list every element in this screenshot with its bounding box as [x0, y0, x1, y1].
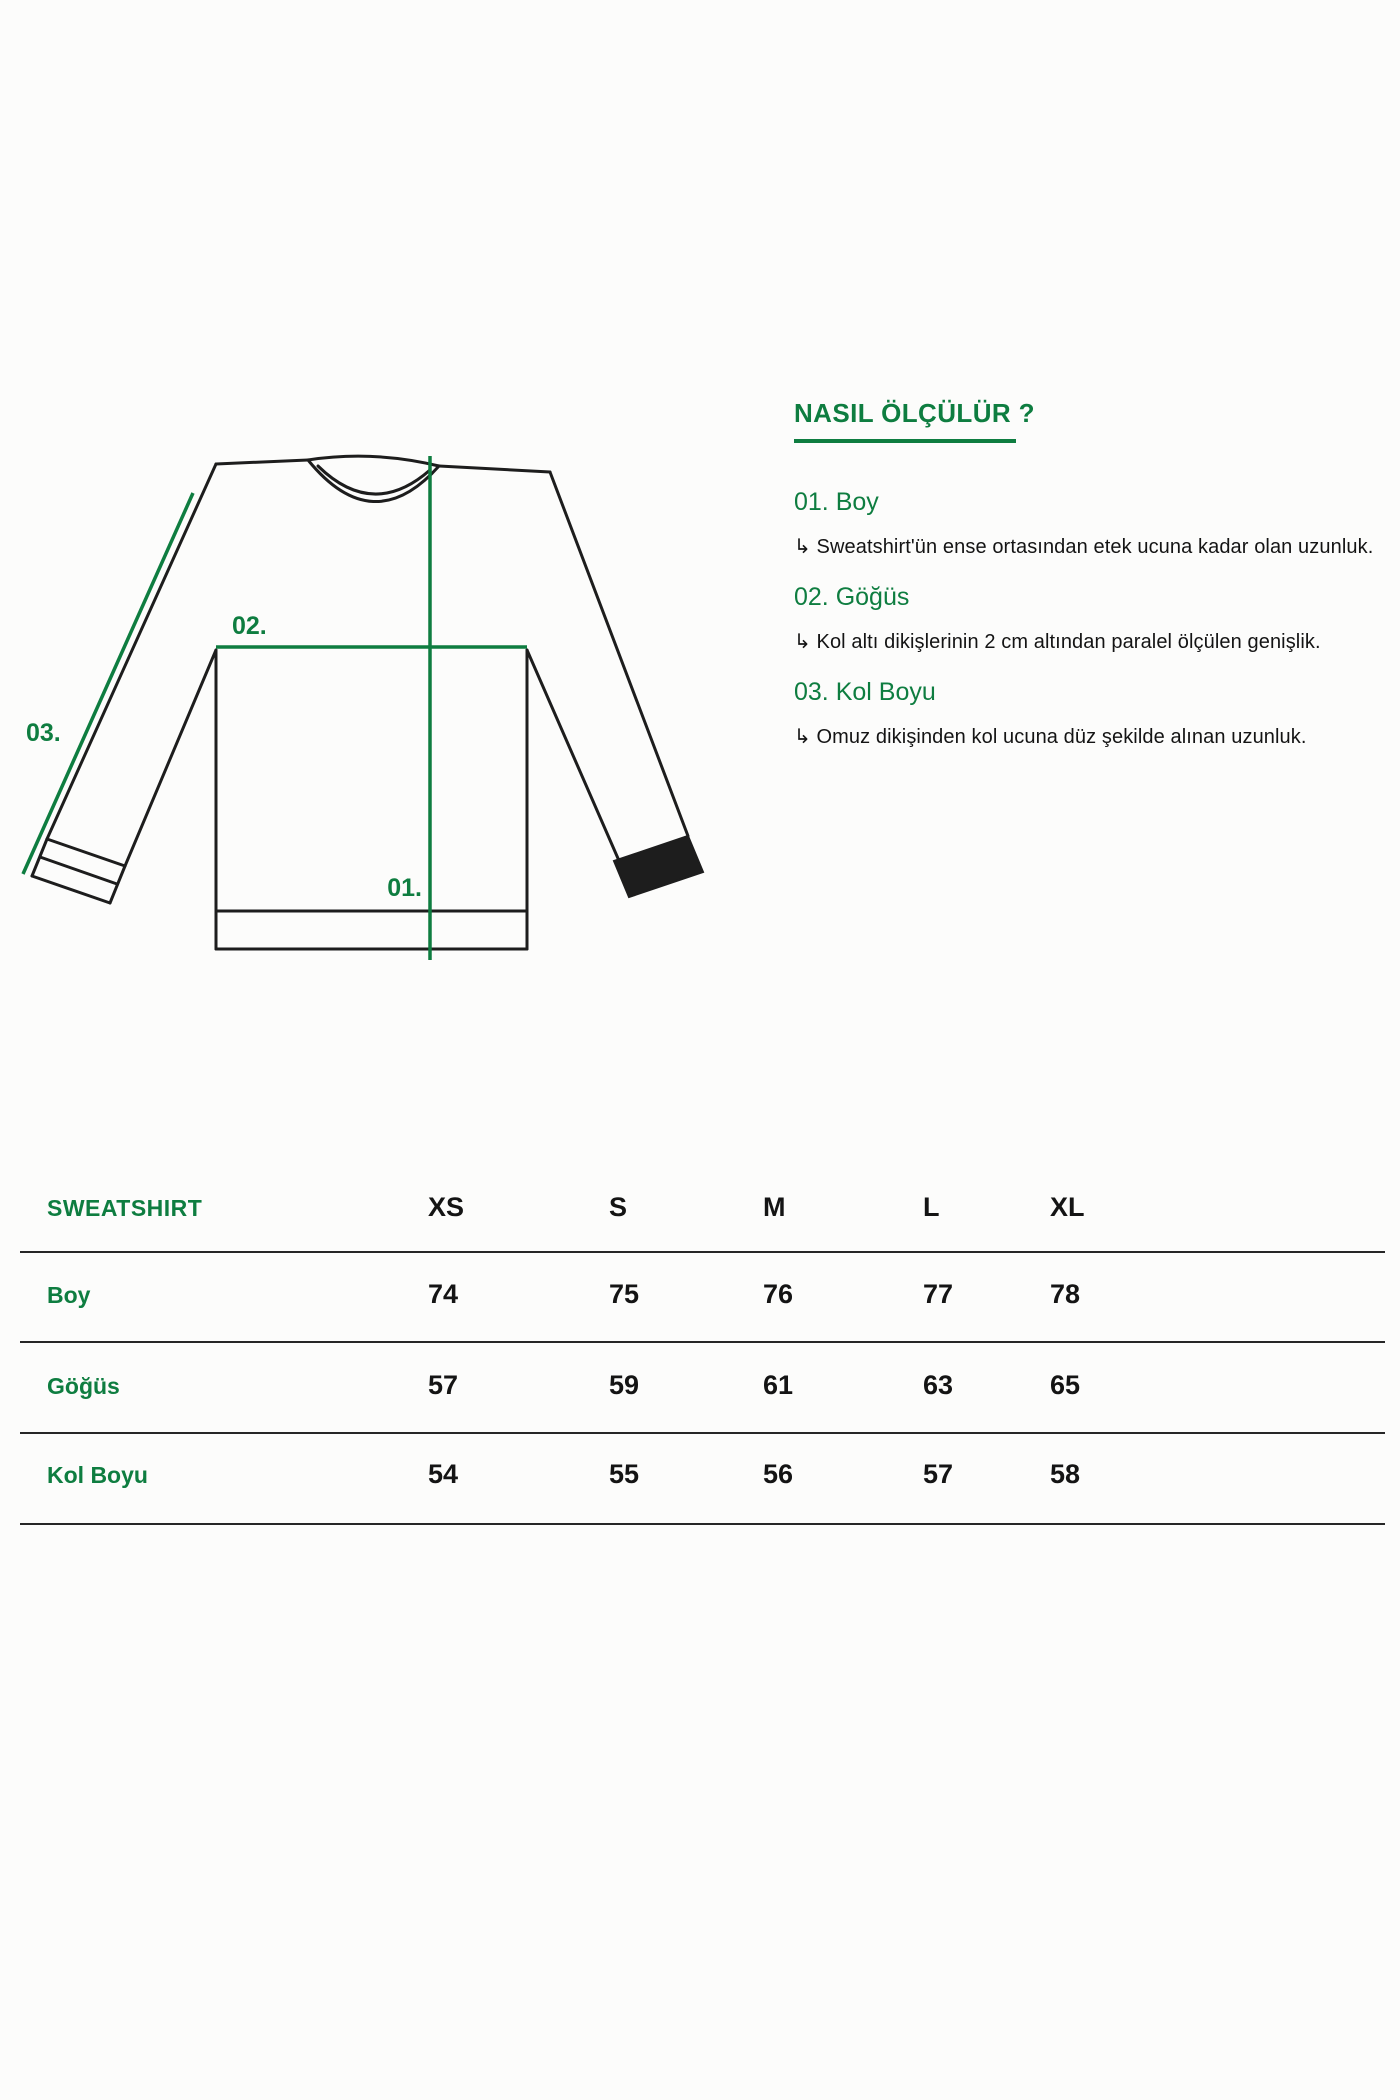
kol-boyu-xl: 58	[1050, 1459, 1081, 1489]
measure-label-02: 02.	[232, 612, 267, 640]
kol-boyu-xs: 54	[428, 1459, 459, 1489]
size-column-m: M	[763, 1192, 786, 1222]
gogus-s: 59	[609, 1370, 640, 1400]
measure-item-heading-kol-boyu: 03. Kol Boyu	[794, 678, 936, 707]
gogus-l: 63	[923, 1370, 954, 1400]
sweatshirt-measurement-diagram	[10, 448, 710, 963]
row-label-gogus: Göğüs	[47, 1373, 120, 1399]
kol-boyu-s: 55	[609, 1459, 640, 1489]
sweatshirt-outline	[32, 456, 688, 949]
left-sleeve-outer-edge	[47, 464, 216, 839]
right-cuff-band	[614, 836, 703, 897]
table-divider	[20, 1523, 1385, 1525]
kol-boyu-l: 57	[923, 1459, 954, 1489]
measure-line-03-sleeve	[23, 493, 193, 874]
size-column-l: L	[923, 1192, 940, 1222]
measure-item-heading-gogus: 02. Göğüs	[794, 583, 910, 612]
how-to-measure-title: NASIL ÖLÇÜLÜR ?	[794, 398, 1035, 428]
left-cuff-top	[47, 839, 125, 866]
size-column-xl: XL	[1050, 1192, 1085, 1222]
measure-label-01: 01.	[387, 874, 422, 902]
gogus-xs: 57	[428, 1370, 459, 1400]
left-shoulder-line	[216, 460, 308, 464]
size-column-xs: XS	[428, 1192, 465, 1222]
title-underline	[794, 439, 1016, 443]
right-shoulder-line	[439, 466, 550, 472]
right-sleeve-inner-edge	[527, 650, 620, 863]
boy-s: 75	[609, 1279, 640, 1309]
table-divider	[20, 1432, 1385, 1434]
measure-item-desc-gogus: ↳ Kol altı dikişlerinin 2 cm altından paralel ölçülen genişlik.	[794, 631, 1321, 654]
boy-l: 77	[923, 1279, 954, 1309]
boy-m: 76	[763, 1279, 794, 1309]
table-divider	[20, 1341, 1385, 1343]
row-label-boy: Boy	[47, 1282, 91, 1308]
measure-item-heading-boy: 01. Boy	[794, 488, 879, 517]
left-cuff-bottom	[32, 876, 110, 903]
table-divider	[20, 1251, 1385, 1253]
boy-xs: 74	[428, 1279, 459, 1309]
measure-item-desc-kol-boyu: ↳ Omuz dikişinden kol ucuna düz şekilde alınan uzunluk.	[794, 726, 1307, 749]
gogus-m: 61	[763, 1370, 794, 1400]
table-row-boy	[47, 1279, 1385, 1310]
size-column-s: S	[609, 1192, 628, 1222]
left-sleeve-inner-edge	[125, 650, 216, 866]
right-sleeve-outer-edge	[550, 472, 688, 836]
gogus-xl: 65	[1050, 1370, 1081, 1400]
table-row-gogus	[47, 1370, 1385, 1401]
measure-item-desc-boy: ↳ Sweatshirt'ün ense ortasından etek ucuna kadar olan uzunluk.	[794, 536, 1374, 559]
collar-back-arc	[308, 456, 439, 466]
boy-xl: 78	[1050, 1279, 1081, 1309]
sweatshirt-diagram-svg	[10, 448, 710, 963]
how-to-measure-section	[794, 398, 1374, 750]
kol-boyu-m: 56	[763, 1459, 794, 1489]
measure-label-03: 03.	[26, 719, 61, 747]
table-row-kol-boyu	[47, 1459, 1385, 1490]
product-name: SWEATSHIRT	[47, 1195, 203, 1221]
row-label-kol-boyu: Kol Boyu	[47, 1462, 148, 1488]
size-table-header-row	[47, 1192, 1385, 1223]
left-cuff-rib-line	[40, 857, 117, 884]
